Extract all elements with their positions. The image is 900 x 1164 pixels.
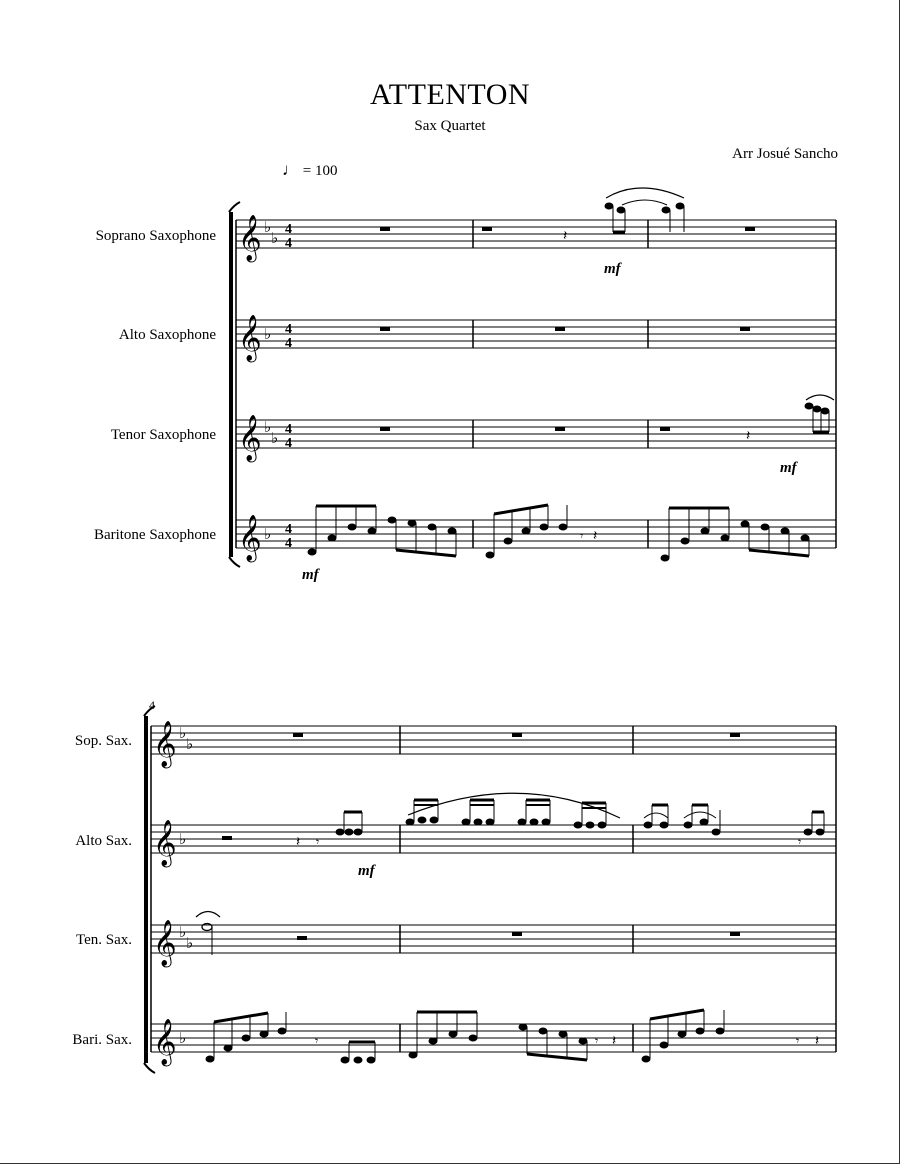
svg-text:𝄽: 𝄽 bbox=[296, 834, 301, 850]
treble-clef-icon: 𝄞 bbox=[238, 415, 262, 461]
rests-system2 bbox=[222, 733, 819, 1049]
svg-text:4: 4 bbox=[285, 322, 292, 337]
flat-icon: ♭ bbox=[179, 923, 187, 941]
baritone-notes-system2 bbox=[206, 1010, 724, 1063]
flat-icon: ♭ bbox=[264, 525, 272, 543]
baritone-notes-system1 bbox=[308, 505, 809, 561]
flat-icon: ♭ bbox=[271, 229, 279, 247]
staff-soprano bbox=[236, 220, 836, 248]
treble-clef-icon: 𝄞 bbox=[238, 515, 262, 561]
svg-text:𝄾: 𝄾 bbox=[315, 1034, 319, 1048]
svg-text:𝄽: 𝄽 bbox=[563, 228, 568, 244]
flat-icon: ♭ bbox=[179, 724, 187, 742]
treble-clef-icon: 𝄞 bbox=[153, 1019, 177, 1065]
flat-icon: ♭ bbox=[264, 218, 272, 236]
flat-icon: ♭ bbox=[179, 830, 187, 848]
instrument-name-alto: Alto Saxophone bbox=[118, 327, 216, 343]
instrument-abbrev-baritone: Bari. Sax. bbox=[72, 1032, 132, 1048]
quarter-note-icon: ♩ bbox=[282, 160, 299, 179]
staff-baritone bbox=[151, 1024, 836, 1052]
svg-text:𝄾: 𝄾 bbox=[316, 835, 320, 849]
treble-clef-icon: 𝄞 bbox=[153, 920, 177, 966]
flat-icon: ♭ bbox=[186, 934, 194, 952]
svg-text:𝄽: 𝄽 bbox=[612, 1033, 617, 1049]
instrument-abbrev-alto: Alto Sax. bbox=[75, 833, 132, 849]
dynamic-marking: mf bbox=[604, 261, 621, 277]
flat-icon: ♭ bbox=[264, 418, 272, 436]
barlines-system2 bbox=[151, 726, 836, 1052]
instrument-name-soprano: Soprano Saxophone bbox=[95, 228, 216, 244]
staff-alto bbox=[236, 320, 836, 348]
treble-clef-icon: 𝄞 bbox=[153, 820, 177, 866]
treble-clef-icon: 𝄞 bbox=[238, 215, 262, 261]
score-title: ATTENTON bbox=[369, 78, 531, 111]
svg-text:4: 4 bbox=[285, 336, 292, 351]
dynamic-marking: mf bbox=[302, 567, 319, 583]
soprano-notes-system1 bbox=[605, 188, 684, 232]
arranger-credit: Arr Josué Sancho bbox=[732, 146, 838, 162]
svg-text:𝄾: 𝄾 bbox=[798, 835, 802, 849]
svg-text:4: 4 bbox=[285, 522, 292, 537]
treble-clef-icon: 𝄞 bbox=[238, 315, 262, 361]
svg-text:4: 4 bbox=[285, 436, 292, 451]
flat-icon: ♭ bbox=[186, 735, 194, 753]
svg-text:4: 4 bbox=[285, 536, 292, 551]
rests-system1 bbox=[380, 227, 755, 544]
svg-text:𝄽: 𝄽 bbox=[746, 428, 751, 444]
staff-alto bbox=[151, 825, 836, 853]
barlines-system1 bbox=[236, 220, 836, 548]
svg-text:𝄽: 𝄽 bbox=[593, 528, 598, 544]
tenor-notes-system2 bbox=[196, 912, 220, 956]
dynamic-marking: mf bbox=[358, 863, 375, 879]
flat-icon: ♭ bbox=[271, 429, 279, 447]
tenor-notes-system1 bbox=[805, 395, 834, 432]
time-signature bbox=[285, 222, 292, 551]
dynamic-marking: mf bbox=[780, 460, 797, 476]
svg-text:4: 4 bbox=[285, 236, 292, 251]
instrument-abbrev-soprano: Sop. Sax. bbox=[74, 733, 132, 749]
tempo-value: = 100 bbox=[302, 163, 338, 179]
treble-clef-icon: 𝄞 bbox=[153, 721, 177, 767]
score-subtitle: Sax Quartet bbox=[414, 118, 486, 134]
flat-icon: ♭ bbox=[264, 325, 272, 343]
alto-notes-system2 bbox=[336, 793, 824, 835]
staff-soprano bbox=[151, 726, 836, 754]
svg-text:4: 4 bbox=[285, 222, 292, 237]
instrument-name-tenor: Tenor Saxophone bbox=[110, 427, 216, 443]
svg-text:𝄾: 𝄾 bbox=[580, 529, 584, 543]
measure-number: 4 bbox=[149, 698, 155, 712]
svg-text:𝄾: 𝄾 bbox=[595, 1034, 599, 1048]
flat-icon: ♭ bbox=[179, 1029, 187, 1047]
svg-text:𝄾: 𝄾 bbox=[796, 1034, 800, 1048]
svg-text:𝄽: 𝄽 bbox=[815, 1033, 820, 1049]
instrument-abbrev-tenor: Ten. Sax. bbox=[75, 932, 132, 948]
instrument-name-baritone: Baritone Saxophone bbox=[93, 527, 216, 543]
staff-tenor bbox=[151, 925, 836, 953]
svg-text:4: 4 bbox=[285, 422, 292, 437]
